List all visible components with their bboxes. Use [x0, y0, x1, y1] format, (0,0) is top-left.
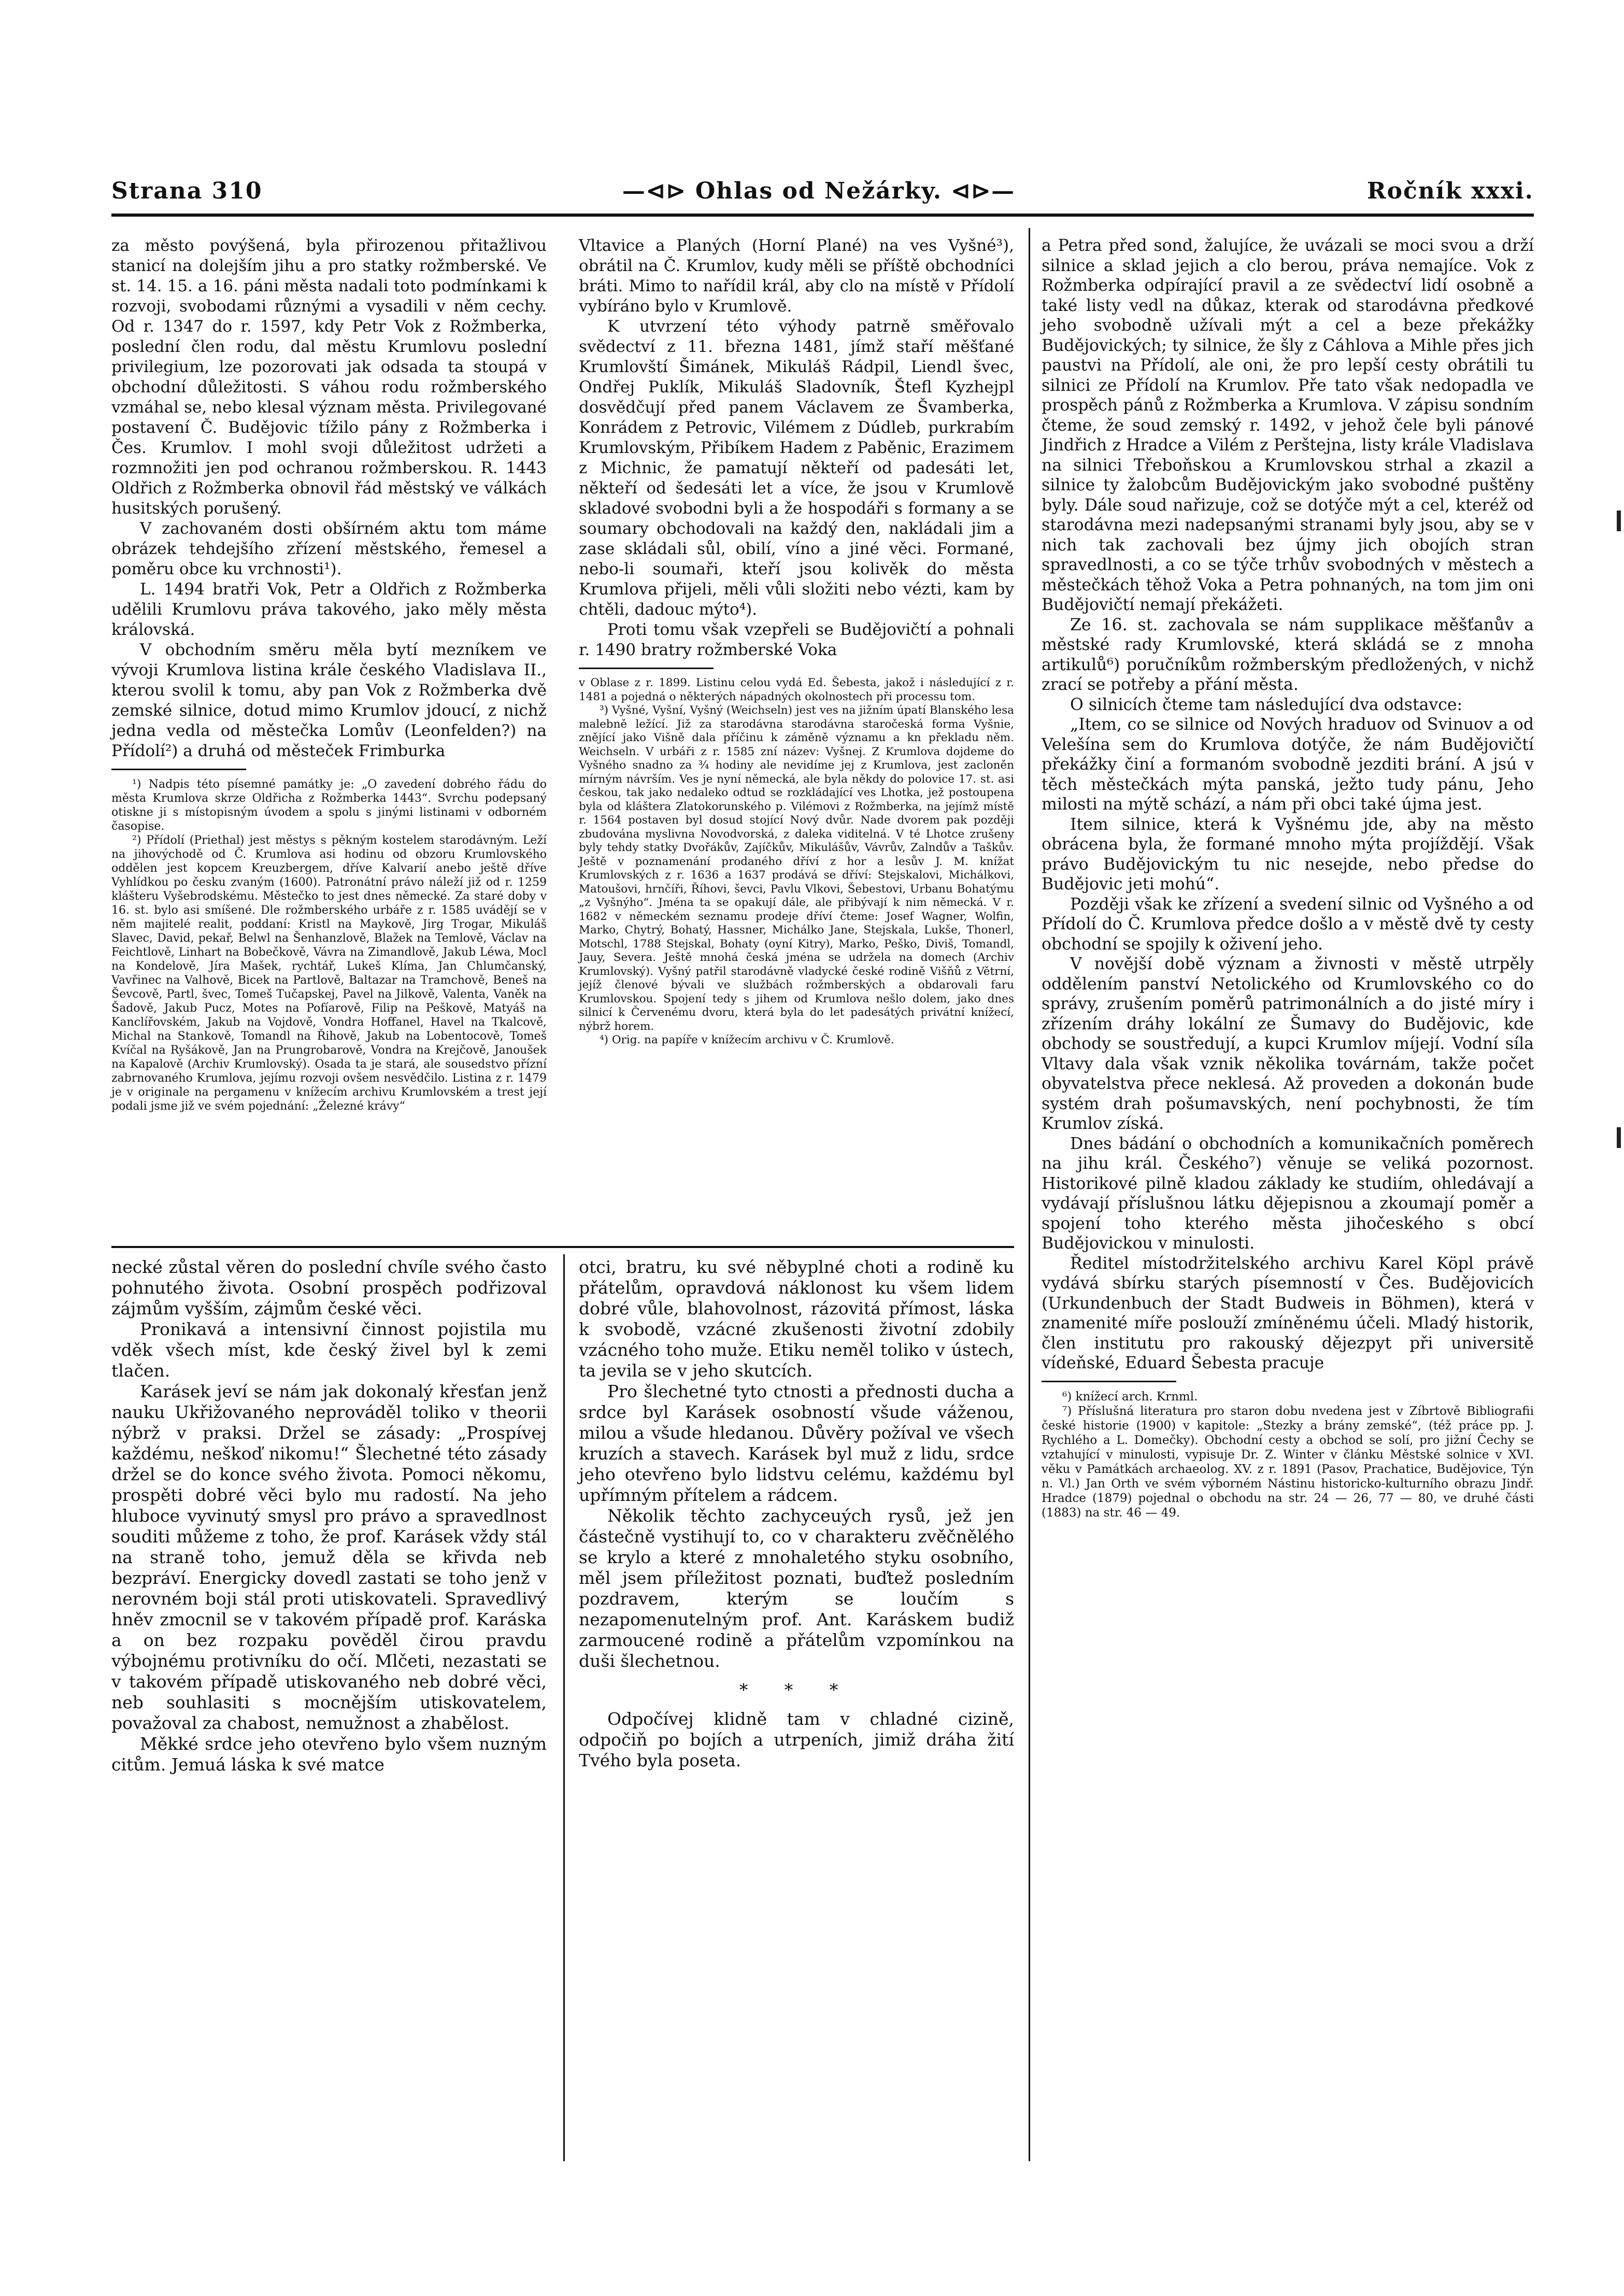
footnote-rule: [1042, 1381, 1176, 1382]
paragraph: V zachovaném dosti obšírném aktu tom máme obrázek tehdejšího zřízení městského, řemesel a poměru obce ku vrchnosti¹).: [111, 519, 547, 578]
column-divider: [563, 1254, 565, 2161]
paragraph: O silnicích čteme tam následující dva odstavce:: [1070, 695, 1463, 714]
closing-paragraph: Odpočívej klidně tam v chladné cizině, odpočiň po bojích a utrpeních, jimiž dráha žití Tvého byla poseta.: [579, 1709, 1014, 1770]
column-2: [579, 236, 1014, 1047]
column-1: [111, 236, 547, 1113]
paragraph: Proti tomu však vzepřeli se Budějovičtí a pohnali r. 1490 bratry rožmberské Voka: [579, 620, 1014, 659]
footnote: v Oblase z r. 1899. Listinu celou vydá Ed. Šebesta, jakož i následující z r. 1481 a pojedná o některých nápadných okolnostech při processu tom.: [579, 676, 1014, 703]
footnotes: [1042, 1390, 1534, 1520]
scan-mark: [1617, 511, 1621, 531]
paragraph: a Petra před sond, žalujíce, že uvázali se moci svou a drží silnice a sklad jejich a clo berou, práva nemajíce. Vok z Rožmberka odpírající pravil a ze svědectví lidí osobně a také listy vedl na důkaz, kterak od starodávna předkové jeho svobodně užívali mýt a cel a beze překážky Budějovických; ty silnice, že šly z Cáhlova a Mihle přes jich paustvi na Přídolí, ale oni, že pro lepší cesty obrátili tu silnici ze Přídolí na Krumlov. Pře tato však nedopadla ve prospěch pánů z Rožmberka a Krumlova. V zápisu sondním čteme, že soud zemský r. 1492, v jehož čele byli pánové Jindřich z Hradce a Vilém z Perštejna, listy krále Vladislava na silnici Třeboňskou a Krumlovskou strhal a zkazil a silnice ty žalobcům Budějovickým jako svobodné puštěny byly. Dále soud nařizuje, což se dotýče mýt a cel, kteréž od starodávna mezi nadepsanými stranami byly jsou, aby se v nich tak zachovali bez újmy jich obojích stran spravedlnosti, a co se týče trhův svobodných v městech a městečkách těhož Voka a Petra pohnaných, na tom jim oni Budějovičtí nemají překážeti.: [1042, 236, 1534, 614]
footnote: ⁶) knížecí arch. Krnml.: [1062, 1390, 1198, 1404]
paragraph: otci, bratru, ku své něbyplné choti a rodině ku přátelům, opravdová náklonost ku všem lidem dobré vůle, blahovolnost, rázovitá přímost, láska k svobodě, vzácné zkušenosti životní zdobily vzácného toho muže. Etiku neměl toliko v ústech, ta jevila se v jeho skutcích.: [579, 1257, 1014, 1381]
paragraph: necké zůstal věren do poslední chvíle svého často pohnutého života. Osobní prospěch podřizoval zájmům vyšším, zájmům české věci.: [111, 1257, 547, 1319]
paragraph: za město povýšená, byla přirozenou přitažlivou stanicí na dolejším jihu a pro statky rožmberské. Ve st. 14. 15. a 16. páni města nadali toto podmínkami k rozvoji, svobodami různými a vysadili v něm cechy. Od r. 1347 do r. 1597, kdy Petr Vok z Rožmberka, poslední člen rodu, dal městu Krumlovu poslední privilegium, lze pozorovati jak odsada ta stoupá v obchodní důležitosti. S váhou rodu rožmberského vzmáhal se, nebo klesal význam města. Privilegované postavení Č. Budějovic tížilo pány z Rožmberka i Čes. Krumlov. I mohl svoji důležitost udržeti a rozmnožiti jen pod ochranou rožmberskou. R. 1443 Oldřich z Rožmberka obnovil řád městský ve válkách husitských porušený.: [111, 236, 547, 518]
paragraph: Později však ke zřízení a svedení silnic od Vyšného a od Přídolí do Č. Krumlova předce došlo a v městě dvě ty cesty obchodní se spojily k oživení jeho.: [1042, 895, 1534, 954]
footnote: ³) Vyšné, Vyšní, Vyšný (Weichseln) jest ves na jižním úpatí Blanského lesa malebně ležící. Již za starodávna starodávna staročeská forma Vyšnie, znějící jako Višně dala příčinu k záměně významu a kn překladu něm. Weichseln. V urbáři z r. 1585 zní název: Vyšnej. Z Krumlova dojdeme do Vyšného snadno za ¾ hodiny ale nevidíme jej z Krumlova, jest zacloněn mírným návrším. Ves je nyní německá, ale byla někdy do polovice 17. st. asi českou, tak jako nedaleko odtud se rozkládající ves Lhotka, jež postoupena byla od kláštera Zlatokorunského p. Vilémovi z Rožmberka, na jejímž místě r. 1564 postaven byl dosud stojící Nový dvůr. Nade dvorem pak později zbudována myslivna Novodvorská, z daleka viditelná. V té Lhotce zrušeny byly tehdy statky Dvořákův, Zajíčkův, Mikulášův, Vávrův, Zalndův a Taškův. Ještě v poznamenání prodaného dříví z hor a lesův J. M. knížat Krumlovských z r. 1636 a 1637 prodává se dříví: Stejskalovi, Michálkovi, Matoušovi, hrnčíři, Říhovi, ševci, Pavlu Vlkovi, Šebestovi, Urbanu Bohatýmu „z Vyšnýho“. Jména ta se opakují dále, ale přibývají k nim německá. V r. 1682 v německém seznamu prodeje dříví čteme: Josef Wagner, Wolfin, Marko, Chytrý, Bohatý, Hassner, Michálko Jane, Stejskala, Lukše, Thonerl, Motschl, 1788 Stejskal, Bohaty (oyní Kitry), Marko, Peško, Diviš, Tomandl, Jauy, Severa. Ještě mnohá česká jména se udržela na domech (Archiv Krumlovský). Vyšný patřil starodávně vladycké české rodině Višňů z Větrní, jejíž členové bývali ve službách rožmberských a obdarovali faru Krumlovskou. Spojení tedy s jihem od Krumlova nešlo dolem, jako dnes silnicí k Červenému dvoru, která byla do let padesátých privátní knížecí, nýbrž horem.: [579, 704, 1014, 1033]
paragraph: L. 1494 bratři Vok, Petr a Oldřich z Rožmberka udělili Krumlovu práva takového, jako měly města královská.: [111, 580, 547, 639]
journal-title: —⊲⊳ Ohlas od Nežárky. ⊲⊳—: [622, 178, 1016, 204]
footnote: ⁷) Příslušná literatura pro staron dobu nvedena jest v Zíbrtově Bibliografii české historie (1900) v kapitole: „Stezky a brány zemské“, (též práce pp. J. Rychlého a L. Domečky). Obchodní cesty a obchod se solí, pro jižní Čechy se vztahující v minulosti, vypisuje Dr. Z. Winter v článku Městské solnice v XVI. věku v Památkách archaeolog. XV. z r. 1891 (Pasov, Prachatice, Budějovice, Týn n. Vl.) Jan Orth ve svém výborném Nástinu historicko-kulturního obrazu Jindř. Hradce (1879) pojednal o obchodu na str. 24 — 26, 77 — 80, ve druhé části (1883) na str. 46 — 49.: [1042, 1404, 1534, 1520]
footnote: ⁴) Orig. na papíře v knížecím archivu v Č. Krumlově.: [600, 1033, 894, 1046]
paragraph: Pronikavá a intensivní činnost pojistila mu vděk všech míst, kde český živel byl k zemi tlačen.: [111, 1319, 547, 1381]
paragraph: Pro šlechetné tyto ctnosti a přednosti ducha a srdce byl Karásek osobností všude váženou, milou a všude hledanou. Důvěry požíval ve všech kruzích a stavech. Karásek byl muž z lidu, srdce jeho otevřeno bylo lidstvu celému, každému byl upřímným přítelem a rádcem.: [579, 1381, 1014, 1505]
quote-paragraph: „Item, co se silnice od Nových hraduov od Svinuov a od Velešína sem do Krumlova dotýče, že nám Budějovičtí překážky činí a formanóm svobodně jezditi brání. A jsú v těch městečkách mýta panská, ježto tudy pánu, Jeho milosti na mýtě schází, a nám při obci také újma jest.: [1042, 715, 1534, 814]
section-divider: [111, 1246, 1014, 1248]
paragraph: Měkké srdce jeho otevřeno bylo všem nuzným citům. Jemuá láska k své matce: [111, 1734, 547, 1775]
column-2-bottom: [579, 1257, 1014, 1771]
column-divider: [1029, 228, 1030, 2161]
header-rule: [111, 214, 1534, 217]
page-number: Strana 310: [111, 178, 263, 204]
paragraph: Ředitel místodržitelského archivu Karel Köpl právě vydává sbírku starých písemností v Čes. Budějovicích (Urkundenbuch der Stadt Budweis in Böhmen), která v znamenité míře poslouží zmíněnému účeli. Mladý historik, člen institutu pro rakouský dějezpyt při universitě vídeňské, Eduard Šebesta pracuje: [1042, 1254, 1534, 1372]
paragraph: K utvrzení této výhody patrně směřovalo svědectví z 11. března 1481, jímž staří měšťané Krumlovští Šimánek, Mikuláš Rádpil, Liendl švec, Ondřej Puklík, Mikuláš Sladovník, Štefl Kyzhejpl dosvědčují před panem Václavem ze Švamberka, Konrádem z Petrovic, Vilémem z Dúdleb, purkrabím Krumlovským, Přibíkem Hadem z Paběnic, Erazimem z Michnic, že pamatují někteří od padesáti let, někteří od šedesáti let a více, že jsou v Krumlově skladové svobodni byli a že hospodáři s formany a se soumary obchodovali na každý den, nakládali jim a zase skládali sůl, obilí, víno a jiné věci. Formané, nebo-li soumaři, kteří jsou kolivěk do města Krumlova přijeli, měli vůli složiti nebo vézti, kam by chtěli, dadouc mýto⁴).: [579, 317, 1014, 619]
paragraph: V novější době význam a živnosti v městě utrpěly oddělením panství Netolického od Krumlovského co do správy, zrušením poměrů patrimonálních a do jisté míry i zřízením dráhy lokální ze Šumavy do Budějovic, kde obchody se soustředují, a kupci Krumlov míjejí. Vodní síla Vltavy dala však vznik několika továrnám, takže počet obyvatelstva přece neklesá. Až proveden a dokonán bude systém drah pošumavských, není pochybnosti, že tím Krumlov získá.: [1042, 955, 1534, 1133]
footnotes: [111, 777, 547, 1113]
column-3: [1042, 236, 1534, 1520]
paragraph: Dnes bádání o obchodních a komunikačních poměrech na jihu král. Českého⁷) věnuje se veliká pozornost. Historikové pilně kladou základy ke studiím, ohledávají a vydávají příslušnou látku dějepisnou a zkoumají poměr a spojení toho kterého města jihočeského s obcí Budějovickou v minulosti.: [1042, 1134, 1534, 1253]
section-stars: * * *: [739, 1680, 854, 1700]
paragraph: Karásek jeví se nám jak dokonalý křesťan jenž nauku Ukřižovaného neprováděl toliko v theorii nýbrž v praksi. Držel se zásady: „Prospívej každému, neškoď nikomu!“ Šlechetné této zásady držel se do konce svého života. Pomoci někomu, prospěti dobré věci bylo mu radostí. Na jeho hluboce vyvinutý smysl pro právo a spravedlnost souditi můžeme z toho, že prof. Karásek vždy stál na straně toho, jemuž děla se křivda neb bezpráví. Energicky dovedl zastati se toho jenž v nerovném boji stál proti utiskovateli. Spravedlivý hněv zmocnil se v takovém případě prof. Karáska a on bez rozpaku pověděl čirou pravdu výbojnému protivníku do očí. Mlčeti, nezastati se v takovém případě utiskovaného neb dobré věci, neb souhlasiti s mocnějším utiskovatelem, považoval za chabost, nemužnost a zhabělost.: [111, 1381, 547, 1733]
scan-mark: [1617, 1127, 1621, 1148]
footnote-rule: [111, 769, 246, 770]
footnote-rule: [579, 668, 714, 669]
footnote: ²) Přídolí (Priethal) jest městys s pěkným kostelem starodávným. Leží na jihovýchodě od Č. Krumlova asi hodinu od obzoru Krumlovského oddělen jest kopcem Kreuzbergem, dříve Kalvarií anebo ještě dříve Vyhlídkou po česku zvaným (1600). Patronátní právo náleží již od r. 1259 klášteru Vyšebrodskému. Městečko to jest dnes německé. Za staré doby v 16. st. bylo asi smíšené. Dle rožmberského urbáře z r. 1585 uvádějí se v něm majitelé realit, poddaní: Kristl na Maykově, Jirg Trogar, Mikuláš Slavec, David, pekař, Belwl na Šenhanzlově, Blažek na Temlově, Václav na Feichtlově, Linhart na Bobečkově, Vávra na Zimandlově, Jakub Léwa, Mocl na Kondelově, Jíra Mašek, rychtář, Lukeš Klíma, Jan Chlumčanský, Vavřinec na Valhově, Bicek na Partlově, Baltazar na Tramchově, Beneš na Ševcově, Partl, švec, Tomeš Tučapskej, Pavel na Jilkově, Valenta, Vaněk na Šadově, Jakub Pucz, Motes na Pofíarově, Filip na Peškově, Matyáš na Kanclířovském, Jakub na Vojdově, Vondra Hoffanel, Havel na Tkalcově, Michal na Stankově, Tomandl na Řihově, Jakub na Lobentocově, Tomeš Kvíčal na Ryšákově, Jan na Prungrobarově, Vondra na Krejčově, Janoušek na Kapalově (Archiv Krumlovský). Osada ta je stará, ale sousedstvo přízní zabrnovaného Krumlova, jejímu rozvoji ovšem nesvědčilo. Listina z r. 1479 je v originale na pergamenu v knížecím archivu Krumlovském a trest její podali jsme již ve svém pojednání: „Železné krávy“: [111, 834, 547, 1113]
paragraph: Několik těchto zachyceuých rysů, jež jen částečně vystihují to, co v charakteru zvěčnělého se krylo a které z mnohaletého styku osobního, měl jsem příležitost poznati, buďtež posledním pozdravem, kterým se loučím s nezapomenutelným prof. Ant. Karáskem budiž zarmoucené rodině a přátelům vzpomínkou na duši šlechetnou.: [579, 1506, 1014, 1671]
paragraph: Vltavice a Planých (Horní Plané) na ves Vyšné³), obrátil na Č. Krumlov, kudy měli se příště obchodníci bráti. Mimo to nařídil král, aby clo na místě v Přídolí vybíráno bylo v Krumlově.: [579, 236, 1014, 316]
quote-paragraph: Item silnice, která k Vyšnému jde, aby na město obrácena byla, že formané mnoho mýta projíždějí. Však právo Budějovickým tu nic nesejde, nebo předse do Budějovic jeti mohú“.: [1042, 815, 1534, 894]
paragraph: Ze 16. st. zachovala se nám supplikace měšťanův a městské rady Krumlovské, která skládá se z mnoha artikulů⁶) poručníkům rožmberským předložených, v nichž zrací se potřeby a přání města.: [1042, 615, 1534, 694]
column-1-bottom: [111, 1257, 547, 1775]
paragraph: V obchodním směru měla bytí mezníkem ve vývoji Krumlova listina krále českého Vladislava II., kterou svolil k tomu, aby pan Vok z Rožmberka dvě zemské silnice, dotud mimo Krumlov jdoucí, z nichž jedna vedla od městečka Lomův (Leonfelden?) na Přídolí²) a druhá od městeček Frimburka: [111, 641, 547, 760]
footnotes: [579, 676, 1014, 1047]
footnote: ¹) Nadpis této písemné památky je: „O zavedení dobrého řádu do města Krumlova skrze Oldřicha z Rožmberka 1443“. Svrchu podepsaný otiskne ji s místopisným úvodem a spolu s jinými listinami v odborném časopise.: [111, 778, 547, 833]
volume-label: Ročník xxxi.: [1367, 178, 1534, 204]
